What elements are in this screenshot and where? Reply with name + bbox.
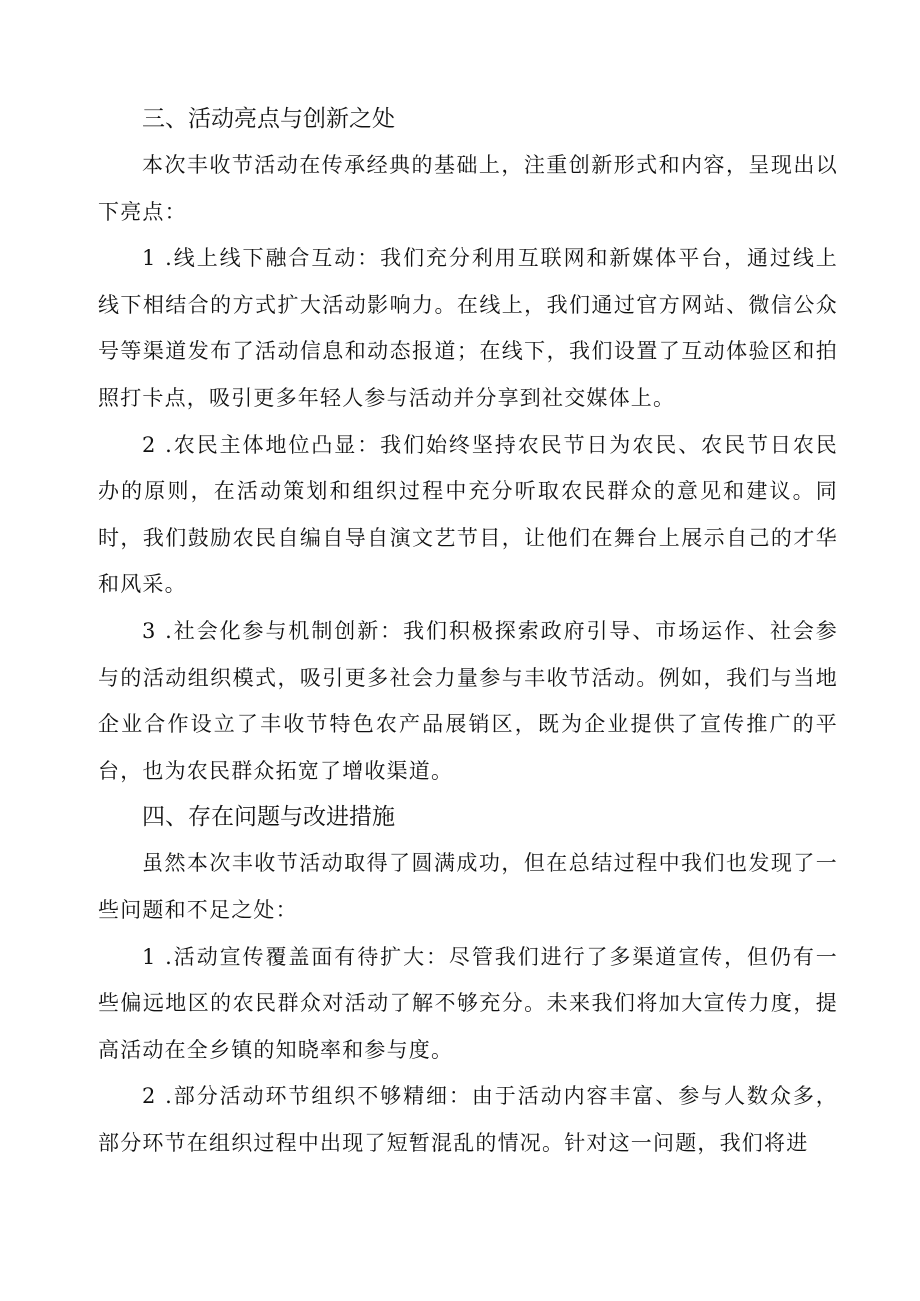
paragraph-highlight-2: 2 .农民主体地位凸显：我们始终坚持农民节日为农民、农民节日农民办的原则，在活动策划和组织过程中充分听取农民群众的意见和建议。同时，我们鼓励农民自编自导自演文艺节目，让他们在舞台上展示自己的才华和风采。 [98,432,838,597]
paragraph-problems-intro: 虽然本次丰收节活动取得了圆满成功，但在总结过程中我们也发现了一些问题和不足之处： [98,851,838,922]
paragraph-highlights-intro: 本次丰收节活动在传承经典的基础上，注重创新形式和内容，呈现出以下亮点： [98,153,838,224]
paragraph-highlight-1: 1 .线上线下融合互动：我们充分利用互联网和新媒体平台，通过线上线下相结合的方式扩大活动影响力。在线上，我们通过官方网站、微信公众号等渠道发布了活动信息和动态报道；在线下，我们设置了互动体验区和拍照打卡点，吸引更多年轻人参与活动并分享到社交媒体上。 [98,246,838,410]
paragraph-problem-2: 2 .部分活动环节组织不够精细：由于活动内容丰富、参与人数众多，部分环节在组织过程中出现了短暂混乱的情况。针对这一问题，我们将进 [98,1084,838,1155]
paragraph-highlight-3: 3 .社会化参与机制创新：我们积极探索政府引导、市场运作、社会参与的活动组织模式，吸引更多社会力量参与丰收节活动。例如，我们与当地企业合作设立了丰收节特色农产品展销区，既为企业提供了宣传推广的平台，也为农民群众拓宽了增收渠道。 [98,618,838,783]
section-heading-problems: 四、存在问题与改进措施 [142,804,395,831]
document-body [98,96,838,1166]
section-heading-highlights: 三、活动亮点与创新之处 [142,106,395,132]
paragraph-problem-1: 1 .活动宣传覆盖面有待扩大：尽管我们进行了多渠道宣传，但仍有一些偏远地区的农民群众对活动了解不够充分。未来我们将加大宣传力度，提高活动在全乡镇的知晓率和参与度。 [98,944,838,1062]
